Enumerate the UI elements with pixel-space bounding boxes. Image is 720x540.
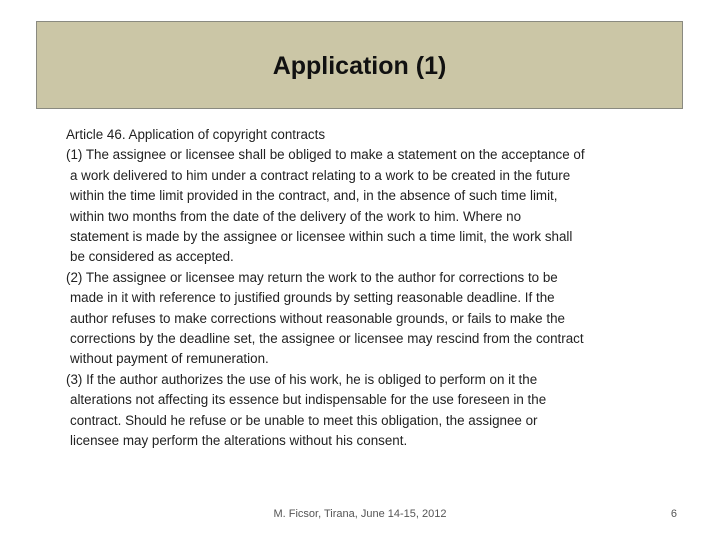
paragraph-1-line: (1) The assignee or licensee shall be obliged to make a statement on the acceptance of — [66, 147, 585, 163]
paragraph-3-line: contract. Should he refuse or be unable to meet this obligation, the assignee or — [70, 412, 538, 428]
title-banner — [36, 21, 683, 109]
paragraph-1-line: statement is made by the assignee or licensee within such a time limit, the work shall — [70, 229, 573, 245]
paragraph-3-line: alterations not affecting its essence but indispensable for the use foreseen in the — [70, 392, 547, 408]
paragraph-2-line: without payment of remuneration. — [70, 351, 269, 367]
article-heading: Article 46. Application of copyright contracts — [66, 127, 326, 142]
paragraph-2-line: (2) The assignee or licensee may return the work to the author for corrections to be — [66, 269, 558, 285]
paragraph-2-line: author refuses to make corrections without reasonable grounds, or fails to make the — [70, 310, 565, 326]
article-text — [66, 125, 678, 452]
paragraph-3-line: (3) If the author authorizes the use of his work, he is obliged to perform on it the — [66, 371, 538, 387]
paragraph-3-line: licensee may perform the alterations without his consent. — [70, 433, 408, 449]
footer-text: M. Ficsor, Tirana, June 14-15, 2012 — [273, 508, 447, 520]
paragraph-2-line: corrections by the deadline set, the assignee or licensee may rescind from the contract — [70, 331, 584, 347]
paragraph-1-line: a work delivered to him under a contract relating to a work to be created in the future — [70, 167, 571, 183]
paragraph-2-line: made in it with reference to justified grounds by setting reasonable deadline. If the — [70, 290, 555, 306]
paragraph-1-line: within two months from the date of the delivery of the work to him. Where no — [70, 208, 522, 224]
paragraph-1-line: be considered as accepted. — [70, 249, 234, 265]
paragraph-1-line: within the time limit provided in the contract, and, in the absence of such time limit, — [70, 188, 558, 204]
page-number: 6 — [670, 508, 677, 520]
slide-title: Application (1) — [272, 52, 447, 80]
